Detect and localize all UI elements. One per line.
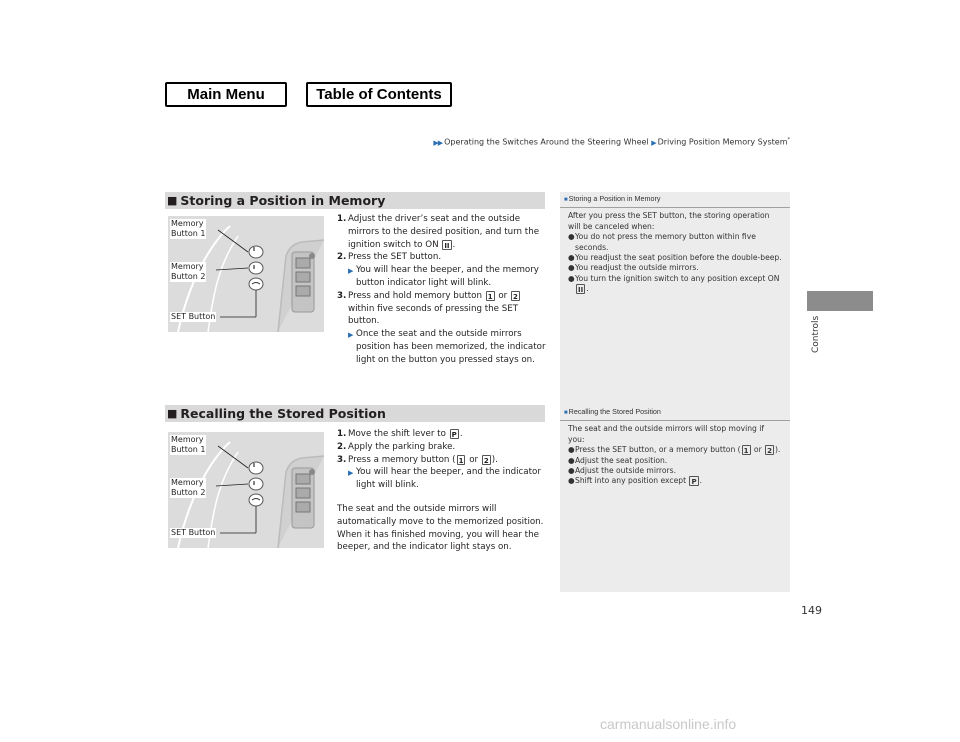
step-text [348, 213, 547, 251]
bullet-text: Adjust the outside mirrors. [575, 466, 677, 476]
memory-button-2-label: Memory Button 2 [171, 478, 206, 497]
park-key-icon: P [691, 478, 697, 487]
step-number: 1. [337, 429, 347, 439]
step-text-part: Move the shift lever to [348, 429, 449, 439]
option-mark: * [787, 137, 790, 143]
step-text-part: Press a memory button ( [348, 454, 456, 465]
bullet-text: Adjust the seat position. [575, 455, 668, 465]
step-text-part: . [459, 429, 463, 439]
bullet-text [575, 476, 782, 486]
section-label: Controls [811, 315, 821, 353]
bullet-text-part: ). [775, 445, 781, 455]
step-text-part: Adjust the driver’s seat and the outside mirrors to the desired position, and turn the ignition switch to ON [348, 214, 540, 250]
step-2 [337, 251, 547, 264]
step-number: 2. [337, 252, 347, 263]
step-3 [337, 290, 547, 328]
bullet-icon: ● [568, 466, 575, 476]
note-bullet [568, 466, 782, 476]
step-text [348, 454, 547, 467]
table-of-contents-button[interactable]: Table of Contents [306, 82, 452, 107]
note-bullet [568, 445, 782, 455]
bullet-icon: ● [568, 445, 575, 455]
note-title [560, 194, 790, 208]
bullet-text-part: . [586, 284, 589, 294]
note-recalling [560, 407, 790, 487]
result-arrow-icon: ▶ [348, 331, 354, 340]
step-text-part: or [495, 290, 511, 301]
park-key-icon: P [451, 431, 457, 439]
step-1 [337, 213, 547, 251]
memory-1-key-icon: 1 [487, 292, 493, 301]
bullet-icon: ● [568, 455, 575, 465]
bullet-text: You do not press the memory button within five seconds. [575, 232, 756, 252]
note-bullet [568, 456, 782, 466]
door-panel-illustration [168, 432, 324, 548]
memory-1-key-icon: 1 [743, 447, 749, 456]
step-3-result [337, 466, 547, 492]
bullet-text [575, 274, 782, 295]
step-3-result [337, 328, 547, 366]
section-tab [807, 291, 873, 311]
storing-steps [337, 213, 547, 367]
note-title-text: Storing a Position in Memory [568, 194, 661, 203]
step-1 [337, 428, 547, 441]
note-title-text: Recalling the Stored Position [568, 407, 661, 416]
memory-button-1-label: Memory Button 1 [171, 435, 206, 454]
note-storing [560, 194, 790, 295]
memory-button-1-label: Memory Button 1 [171, 219, 206, 238]
ignition-on-key-icon: II [444, 241, 450, 250]
note-intro: After you press the SET button, the storing operation will be canceled when: [568, 211, 770, 231]
step-text-part: or [466, 454, 481, 465]
set-button-label: SET Button [171, 312, 216, 321]
step-3 [337, 454, 547, 467]
bullet-text-part: . [699, 476, 703, 486]
step-number: 3. [337, 290, 347, 301]
section-title: Recalling the Stored Position [180, 406, 386, 421]
result-text: Once the seat and the outside mirrors position has been memorized, the indicator light on the button you pressed stays on. [356, 329, 546, 365]
breadcrumb-item-memory-system[interactable]: Driving Position Memory System [657, 137, 788, 147]
note-bullet [568, 263, 782, 273]
arrow-icon: ▶ [651, 138, 656, 147]
main-menu-button[interactable]: Main Menu [165, 82, 287, 107]
double-arrow-icon: ▶▶ [433, 138, 443, 147]
door-panel-illustration [168, 216, 324, 332]
breadcrumb [433, 137, 790, 147]
memory-button-2-label: Memory Button 2 [171, 262, 206, 281]
memory-2-key-icon: 2 [513, 292, 518, 301]
note-title [560, 407, 790, 421]
step-number: 1. [337, 214, 347, 224]
note-bullet [568, 232, 782, 253]
note-icon: ■ [564, 197, 568, 203]
note-bullet [568, 274, 782, 295]
step-text [348, 428, 547, 441]
bullet-text [575, 445, 782, 455]
memory-2-key-icon: 2 [483, 456, 489, 465]
bullet-text-part: or [751, 445, 765, 455]
bullet-text-part: You turn the ignition switch to any position except ON [575, 273, 780, 283]
bullet-icon: ● [568, 232, 575, 242]
recalling-steps [337, 428, 547, 554]
bullet-icon: ● [568, 476, 575, 486]
result-text: You will hear the beeper, and the memory button indicator light will blink. [356, 265, 539, 288]
result-arrow-icon: ▶ [348, 469, 354, 478]
step-2-result [337, 264, 547, 290]
square-bullet-icon: ■ [167, 407, 178, 420]
step-text: Apply the parking brake. [348, 441, 456, 452]
step-text [348, 290, 547, 328]
bullet-text: You readjust the outside mirrors. [575, 263, 699, 273]
ignition-on-key-icon: II [578, 286, 584, 295]
step-text: Press the SET button. [348, 252, 442, 263]
step-text-part: . [452, 239, 456, 250]
recall-description: The seat and the outside mirrors will automatically move to the memorized position. When it has finished moving, you will hear the beeper, and the indicator light stays on. [337, 503, 544, 553]
bullet-text-part: Shift into any position except [575, 476, 689, 486]
step-number: 2. [337, 441, 347, 452]
bullet-icon: ● [568, 273, 575, 283]
section-title: Storing a Position in Memory [180, 193, 386, 208]
note-bullet [568, 476, 782, 486]
section-header-recalling [165, 405, 545, 422]
square-bullet-icon: ■ [167, 194, 178, 207]
section-header-storing [165, 192, 545, 209]
breadcrumb-item-switches[interactable]: Operating the Switches Around the Steering Wheel [444, 137, 649, 147]
page-number: 149 [801, 604, 822, 617]
set-button-label: SET Button [171, 528, 216, 537]
bullet-text: You readjust the seat position before the double-beep. [575, 253, 782, 263]
memory-2-key-icon: 2 [767, 447, 772, 456]
bullet-icon: ● [568, 263, 575, 273]
bullet-text-part: Press the SET button, or a memory button ( [575, 445, 741, 455]
note-icon: ■ [564, 410, 568, 416]
bullet-icon: ● [568, 253, 575, 263]
step-2 [337, 441, 547, 454]
result-text: You will hear the beeper, and the indicator light will blink. [356, 467, 541, 491]
note-bullet [568, 253, 782, 263]
result-arrow-icon: ▶ [348, 267, 354, 276]
watermark: carmanualsonline.info [600, 716, 737, 732]
note-intro: The seat and the outside mirrors will stop moving if you: [568, 424, 765, 444]
step-text-part: Press and hold memory button [348, 290, 485, 301]
step-number: 3. [337, 454, 347, 465]
memory-1-key-icon: 1 [458, 456, 464, 465]
step-text-part: within five seconds of pressing the SET button. [348, 303, 519, 327]
step-text-part: ). [491, 454, 498, 465]
